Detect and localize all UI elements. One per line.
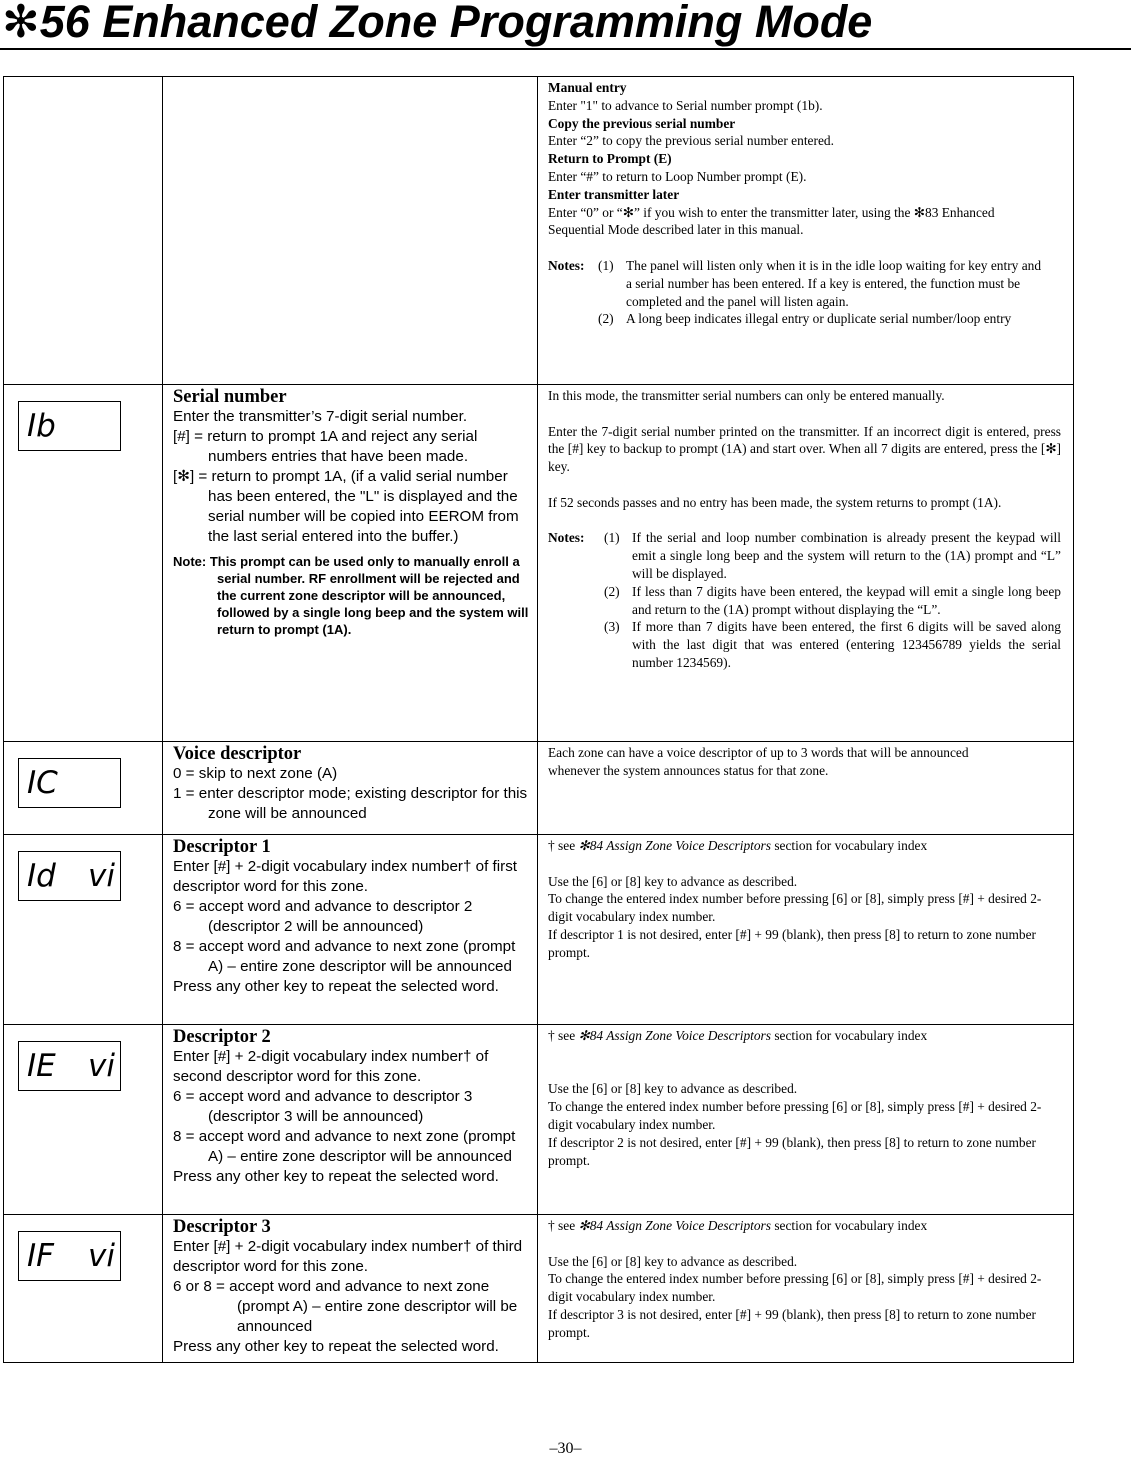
note-text: A long beep indicates illegal entry or duplicate serial number/loop entry — [626, 311, 1012, 327]
keypad-display — [18, 758, 121, 808]
display-suffix: vi — [88, 858, 115, 894]
prompt-cell — [163, 1025, 538, 1215]
display-suffix: vi — [88, 1048, 115, 1084]
table-row — [4, 835, 1074, 1025]
return-prompt-text: Enter “#” to return to Loop Number prompt (E). — [548, 168, 807, 184]
page-number: –30– — [549, 1440, 582, 1457]
prompt-note: Note: This prompt can be used only to manually enroll a serial number. RF enrollment will be rejected and the current zone descriptor will be announced, followed by a single long beep and the system will return to prompt (1A). — [173, 554, 529, 637]
notes-label: Notes: — [548, 257, 585, 273]
prompt-heading: Descriptor 3 — [173, 1217, 271, 1237]
explanation-text: If descriptor 1 is not desired, enter [#] + 99 (blank), then press [8] to return to zone number prompt. — [548, 926, 1036, 960]
prompt-line: 6 = accept word and advance to descriptor 3 (descriptor 3 will be announced) — [173, 1088, 473, 1125]
notes-label: Notes: — [548, 530, 585, 546]
vocabulary-reference — [548, 1027, 1061, 1045]
manual-entry-text: Enter "1" to advance to Serial number prompt (1b). — [548, 97, 823, 113]
explanation-text: Each zone can have a voice descriptor of up to 3 words that will be announced whenever the system announces status for that zone. — [548, 745, 969, 778]
prompt-cell — [163, 77, 538, 385]
copy-previous-heading: Copy the previous serial number — [548, 115, 736, 131]
keypad-display — [18, 1041, 121, 1091]
display-cell — [4, 77, 163, 385]
prompt-heading: Descriptor 1 — [173, 837, 271, 857]
prompt-line: Press any other key to repeat the selected word. — [173, 978, 499, 995]
reference-prefix: † see — [548, 838, 579, 853]
prompt-line: Press any other key to repeat the selected word. — [173, 1338, 499, 1355]
prompt-line: 8 = accept word and advance to next zone (prompt A) – entire zone descriptor will be announced — [173, 938, 516, 975]
prompt-cell — [163, 1215, 538, 1363]
explanation-text: To change the entered index number before pressing [6] or [8], simply press [#] + desired 2-digit vocabulary index number. — [548, 1099, 1042, 1132]
reference-suffix: section for vocabulary index — [770, 1218, 928, 1233]
display-code: Id — [27, 858, 56, 894]
keypad-display — [18, 401, 121, 451]
note-number: (1) — [604, 530, 620, 546]
prompt-line: [#] = return to prompt 1A and reject any serial numbers entries that have been made. — [173, 428, 478, 465]
note-number: (3) — [604, 619, 620, 635]
table-row — [4, 1215, 1074, 1363]
prompt-heading: Descriptor 2 — [173, 1027, 271, 1047]
explanation-cell — [538, 1215, 1074, 1363]
notes-block — [548, 257, 1061, 328]
page-title: ✻56 Enhanced Zone Programming Mode — [2, 0, 873, 47]
note-text: If the serial and loop number combination is already present the keypad will emit a single long beep and the system will return to the (1A) prompt and “L” will be displayed. — [632, 530, 1061, 581]
display-cell — [4, 385, 163, 742]
prompt-line: 0 = skip to next zone (A) — [173, 765, 338, 782]
table-row — [4, 742, 1074, 835]
prompt-line: Enter the transmitter’s 7-digit serial number. — [173, 408, 468, 425]
explanation-cell — [538, 77, 1074, 385]
display-suffix: vi — [88, 1238, 115, 1274]
explanation-text: Use the [6] or [8] key to advance as described. — [548, 1081, 798, 1097]
table-row — [4, 1025, 1074, 1215]
note-text: The panel will listen only when it is in the idle loop waiting for key entry and a serial number has been entered. If a key is entered, the function must be completed and the panel will listen again. — [626, 257, 1042, 309]
copy-previous-text: Enter “2” to copy the previous serial number entered. — [548, 133, 834, 149]
notes-block — [548, 529, 1061, 671]
table-row — [4, 77, 1074, 385]
prompt-line: Enter [#] + 2-digit vocabulary index number† of first descriptor word for this zone. — [173, 858, 518, 895]
vocabulary-reference — [548, 1217, 1061, 1235]
explanation-text: Enter the 7-digit serial number printed on the transmitter. If an incorrect digit is entered, press the [#] key to backup to prompt (1A) and start over. When all 7 digits are entered, press the [✻] key. — [548, 423, 1061, 475]
explanation-cell — [538, 1025, 1074, 1215]
explanation-text: If 52 seconds passes and no entry has been made, the system returns to prompt (1A). — [548, 494, 1002, 510]
prompt-line: 6 or 8 = accept word and advance to next zone (prompt A) – entire zone descriptor will be announced — [173, 1278, 518, 1335]
prompt-cell — [163, 385, 538, 742]
enter-later-heading: Enter transmitter later — [548, 186, 680, 202]
display-cell — [4, 835, 163, 1025]
reference-section: ✻84 Assign Zone Voice Descriptors — [578, 838, 771, 853]
explanation-text: Use the [6] or [8] key to advance as described. — [548, 1253, 798, 1269]
programming-table — [3, 76, 1074, 1363]
display-code: IC — [27, 765, 58, 801]
display-cell — [4, 742, 163, 835]
reference-suffix: section for vocabulary index — [770, 1028, 928, 1043]
return-prompt-heading: Return to Prompt (E) — [548, 151, 672, 167]
reference-suffix: section for vocabulary index — [770, 838, 928, 853]
note-text: If less than 7 digits have been entered, the keypad will emit a single long beep and return to the (1A) prompt without displaying the “L”. — [632, 583, 1061, 617]
prompt-line: Enter [#] + 2-digit vocabulary index number† of third descriptor word for this zone. — [173, 1238, 523, 1275]
display-code: IF — [27, 1238, 54, 1274]
note-number: (2) — [604, 583, 620, 599]
prompt-line: Press any other key to repeat the selected word. — [173, 1168, 499, 1185]
prompt-line: 8 = accept word and advance to next zone (prompt A) – entire zone descriptor will be announced — [173, 1128, 516, 1165]
display-code: IE — [27, 1048, 56, 1084]
explanation-cell — [538, 385, 1074, 742]
explanation-text: If descriptor 3 is not desired, enter [#] + 99 (blank), then press [8] to return to zone number prompt. — [548, 1306, 1036, 1340]
prompt-line: [✻] = return to prompt 1A, (if a valid serial number has been entered, the "L" is displayed and the serial number will be copied into EEROM from the last serial entered into the buffer.) — [173, 468, 519, 545]
table-row — [4, 385, 1074, 742]
explanation-text: If descriptor 2 is not desired, enter [#] + 99 (blank), then press [8] to return to zone number prompt. — [548, 1134, 1036, 1168]
explanation-text: To change the entered index number before pressing [6] or [8], simply press [#] + desired 2-digit vocabulary index number. — [548, 1271, 1042, 1305]
enter-later-text: Enter “0” or “✻” if you wish to enter the transmitter later, using the ✻83 Enhanced Sequential Mode described later in this manual. — [548, 204, 995, 238]
note-text: If more than 7 digits have been entered, the first 6 digits will be saved along with the last digit that was entered (entering 123456789 yields the serial number 1234569). — [632, 619, 1061, 670]
explanation-cell — [538, 742, 1074, 835]
prompt-heading: Serial number — [173, 387, 287, 407]
manual-entry-heading: Manual entry — [548, 80, 627, 95]
prompt-line: Enter [#] + 2-digit vocabulary index number† of second descriptor word for this zone. — [173, 1048, 489, 1085]
prompt-line: 6 = accept word and advance to descriptor 2 (descriptor 2 will be announced) — [173, 898, 473, 935]
display-cell — [4, 1215, 163, 1363]
prompt-line: 1 = enter descriptor mode; existing descriptor for this zone will be announced — [173, 785, 528, 822]
title-rule — [0, 48, 1131, 50]
prompt-heading: Voice descriptor — [173, 744, 302, 764]
reference-section: ✻84 Assign Zone Voice Descriptors — [578, 1218, 771, 1233]
explanation-text: In this mode, the transmitter serial numbers can only be entered manually. — [548, 388, 945, 403]
reference-prefix: † see — [548, 1218, 579, 1233]
explanation-text: Use the [6] or [8] key to advance as described. — [548, 873, 798, 889]
note-number: (2) — [598, 311, 614, 327]
prompt-cell — [163, 742, 538, 835]
explanation-cell — [538, 835, 1074, 1025]
note-number: (1) — [598, 257, 614, 273]
prompt-cell — [163, 835, 538, 1025]
keypad-display — [18, 1231, 121, 1281]
reference-section: ✻84 Assign Zone Voice Descriptors — [578, 1028, 771, 1043]
display-cell — [4, 1025, 163, 1215]
vocabulary-reference — [548, 837, 1061, 855]
reference-prefix: † see — [548, 1028, 579, 1043]
keypad-display — [18, 851, 121, 901]
display-code: Ib — [27, 408, 56, 444]
explanation-text: To change the entered index number before pressing [6] or [8], simply press [#] + desired 2-digit vocabulary index number. — [548, 891, 1042, 925]
